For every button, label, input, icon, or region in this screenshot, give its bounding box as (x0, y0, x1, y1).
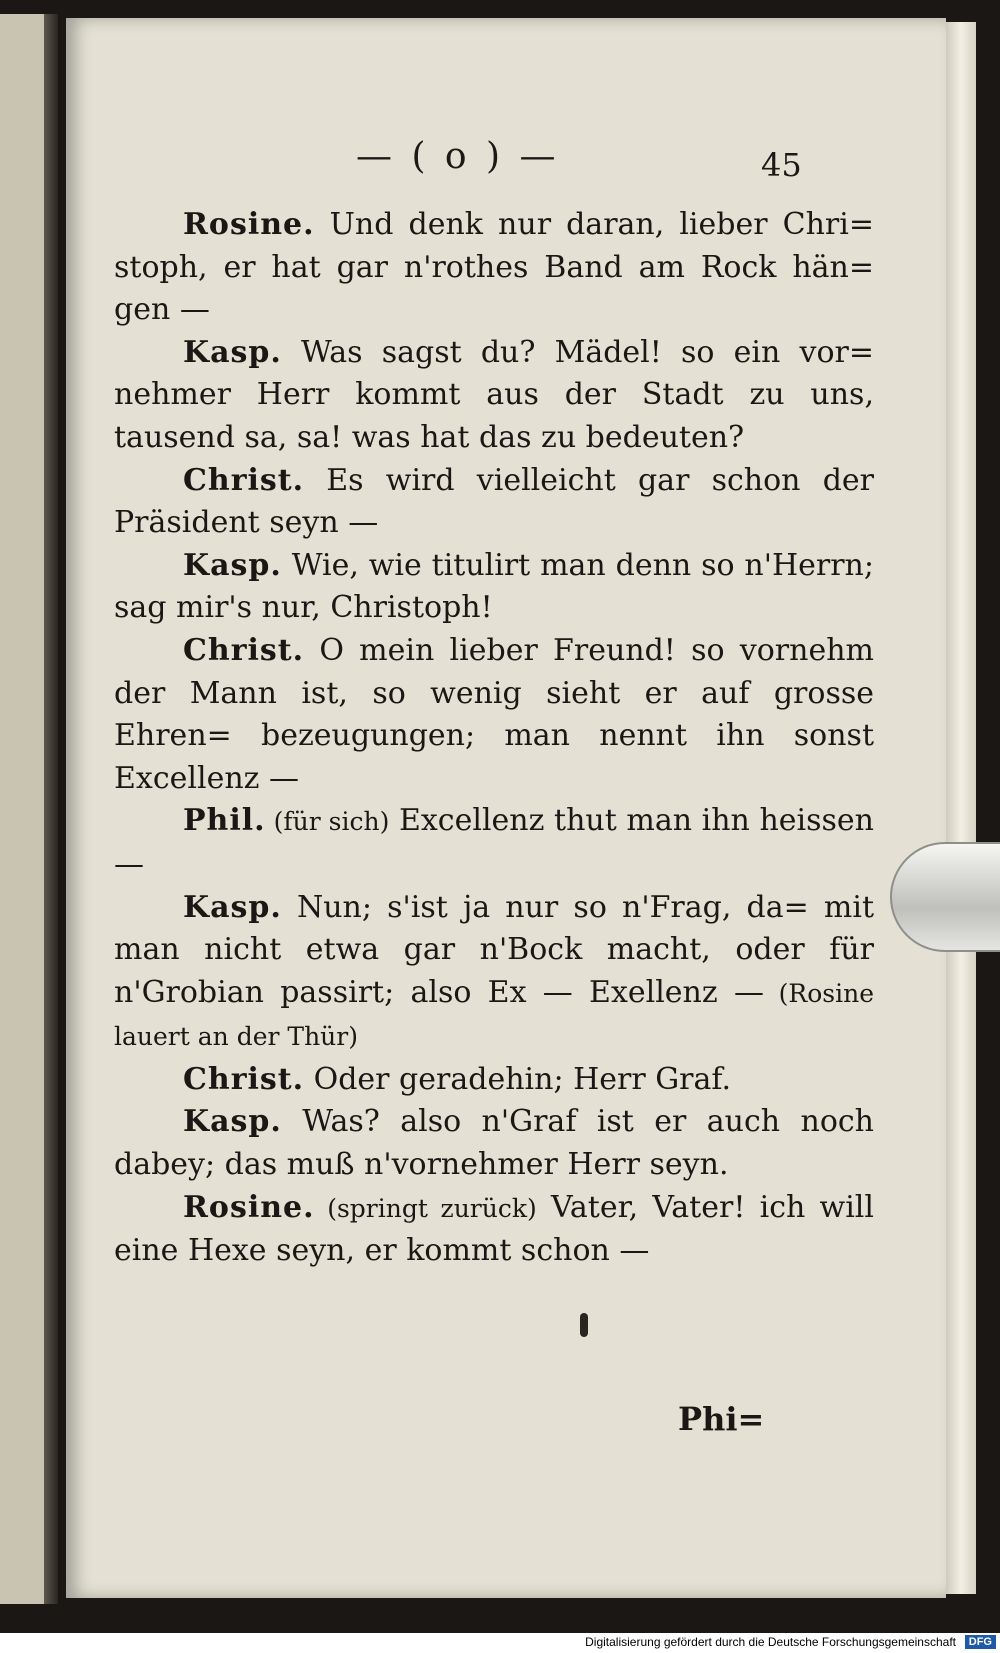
speech-text: Was sagst du? Mädel! so ein vor= nehmer Herr kommt aus der Stadt zu uns, tausend sa, sa! was hat das zu bedeuten? (114, 334, 874, 455)
left-page-gutter (44, 14, 58, 1604)
page-header (66, 136, 946, 196)
page-edge (946, 22, 976, 1594)
signature-mark: — ( o ) — (356, 136, 560, 177)
speech-text: O mein lieber Freund! so vornehm der Mann ist, so wenig sieht er auf grosse Ehren= bezeugungen; man nennt ihn sonst Excellenz — (114, 632, 874, 796)
speech-christ-2 (114, 630, 874, 800)
speaker-name: Kasp. (183, 547, 282, 583)
speaker-name: Christ. (183, 462, 305, 498)
funding-credit: Digitalisierung gefördert durch die Deutsche Forschungsgemeinschaft (585, 1635, 956, 1649)
speaker-name: Phil. (183, 803, 266, 839)
scan-footer (0, 1633, 1000, 1653)
speech-kasp-1 (114, 332, 874, 460)
speech-text: Oder geradehin; Herr Graf. (304, 1061, 731, 1097)
speech-christ-3 (114, 1059, 874, 1102)
catchword: Phi= (678, 1400, 765, 1438)
stage-direction: (für sich) (265, 807, 390, 837)
speaker-name: Rosine. (183, 1189, 315, 1225)
speaker-name: Christ. (183, 1061, 305, 1097)
speech-kasp-4 (114, 1101, 874, 1186)
speaker-name: Christ. (183, 632, 305, 668)
speech-text: Es wird vielleicht gar schon der Präsident seyn — (114, 462, 874, 541)
page-number: 45 (761, 146, 802, 184)
speaker-name: Rosine. (183, 207, 315, 242)
page-clip-tab (890, 842, 1000, 952)
stage-direction: (springt zurück) (314, 1193, 537, 1223)
stage-direction: (Rosine lauert an der Thür) (114, 978, 875, 1052)
speech-kasp-3 (114, 887, 874, 1059)
ink-smudge (580, 1313, 588, 1337)
speech-rosine-2 (114, 1187, 874, 1273)
speech-text: Was? also n'Graf ist er auch noch dabey; das muß n'vornehmer Herr seyn. (114, 1104, 874, 1183)
speech-text: Wie, wie titulirt man denn so n'Herrn; sag mir's nur, Christoph! (114, 547, 874, 626)
speech-text: Excellenz thut man ihn heissen — (114, 803, 874, 882)
speech-rosine-1 (114, 204, 874, 332)
page-body (114, 204, 874, 1273)
speech-text: Nun; s'ist ja nur so n'Frag, da= mit man nicht etwa gar n'Bock macht, oder für n'Grobian passirt; also Ex — Exellenz — (114, 889, 874, 1010)
speaker-name: Kasp. (183, 1104, 282, 1140)
speaker-name: Kasp. (183, 334, 282, 370)
book-page (66, 18, 946, 1598)
speech-text: Und denk nur daran, lieber Chri= stoph, er hat gar n'rothes Band am Rock hän= gen — (114, 207, 874, 328)
speech-phil-1 (114, 800, 874, 886)
speech-text: Vater, Vater! ich will eine Hexe seyn, er kommt schon — (114, 1189, 874, 1269)
speech-kasp-2 (114, 545, 874, 630)
speaker-name: Kasp. (183, 889, 282, 925)
speech-christ-1 (114, 460, 874, 545)
dfg-logo: DFG (965, 1635, 996, 1649)
